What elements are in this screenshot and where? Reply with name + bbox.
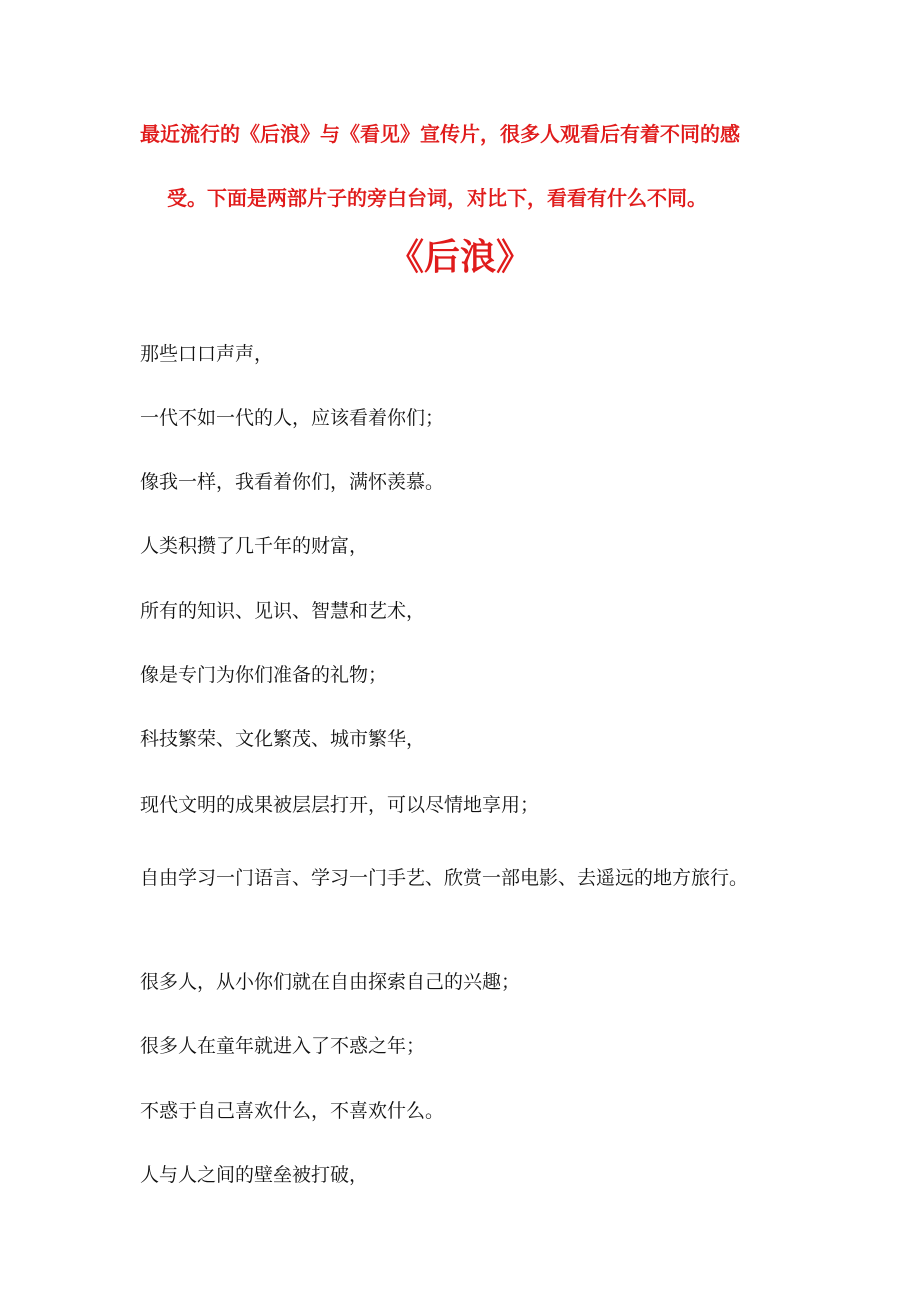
narration-line-7: 科技繁荣、文化繁茂、城市繁华，	[140, 728, 426, 750]
narration-line-8: 现代文明的成果被层层打开，可以尽情地享用；	[140, 794, 540, 816]
narration-line-1: 那些口口声声，	[140, 343, 274, 365]
narration-line-5: 所有的知识、见识、智慧和艺术，	[140, 600, 426, 622]
narration-line-9: 自由学习一门语言、学习一门手艺、欣赏一部电影、去遥远的地方旅行。	[140, 867, 749, 889]
narration-line-13: 人与人之间的壁垒被打破，	[140, 1164, 369, 1186]
narration-line-10: 很多人，从小你们就在自由探索自己的兴趣；	[140, 971, 521, 993]
narration-line-12: 不惑于自己喜欢什么，不喜欢什么。	[140, 1100, 445, 1122]
intro-line-1: 最近流行的《后浪》与《看见》宣传片，很多人观看后有着不同的感	[140, 122, 740, 146]
narration-line-3: 像我一样，我看着你们，满怀羡慕。	[140, 471, 445, 493]
narration-line-2: 一代不如一代的人，应该看着你们；	[140, 407, 445, 429]
narration-line-4: 人类积攒了几千年的财富，	[140, 535, 369, 557]
narration-line-6: 像是专门为你们准备的礼物；	[140, 664, 388, 686]
section-title: 《后浪》	[387, 237, 532, 278]
intro-line-2: 受。下面是两部片子的旁白台词，对比下，看看有什么不同。	[167, 186, 707, 210]
narration-line-11: 很多人在童年就进入了不惑之年；	[140, 1035, 426, 1057]
